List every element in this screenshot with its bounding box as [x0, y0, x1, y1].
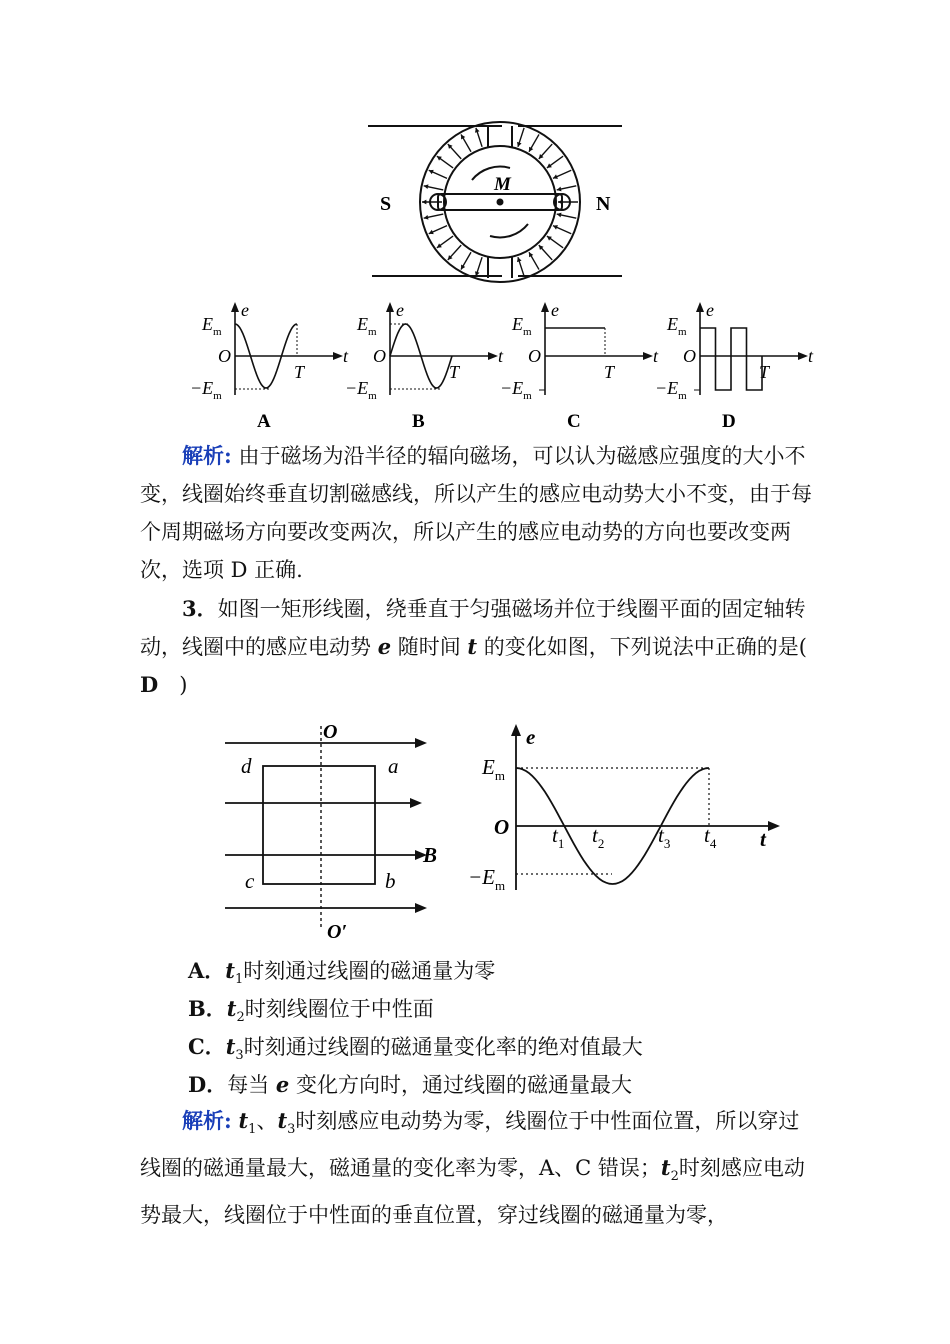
svg-text:D: D	[722, 411, 736, 432]
svg-text:B: B	[412, 411, 425, 432]
svg-text:t2: $t_2$	[592, 823, 605, 851]
svg-text:O: O	[494, 815, 510, 839]
s-pole: S	[380, 193, 392, 215]
graph-C	[500, 300, 659, 432]
option-d: D．每当 e 变化方向时，通过线圈的磁通量最大	[188, 1072, 632, 1097]
coil-figure	[215, 718, 450, 943]
graph-A	[190, 300, 349, 432]
svg-text:T: T	[294, 362, 305, 382]
option-b: B．$t_2$时刻线圈位于中性面	[188, 996, 434, 1026]
svg-text:t1: $t_1$	[552, 823, 565, 851]
svg-text:t: t	[498, 346, 504, 366]
svg-text:O′: O′	[327, 921, 348, 943]
analysis-2: 解析: $t_1$、$t_3$时刻感应电动势为零，线圈位于中性面位置，所以穿过线圈的磁通量最大，磁通量的变化率为零，A、C 错误；$t_2$时刻感应电动势最大，线圈位于中性面的垂直位置，穿过线圈的磁通量为零，	[140, 1108, 805, 1228]
svg-text:e: e	[526, 725, 536, 749]
svg-text:T: T	[449, 362, 460, 382]
svg-text:e: e	[706, 300, 714, 320]
svg-text:A: A	[257, 411, 271, 432]
svg-text:O: O	[218, 346, 231, 366]
svg-text:O: O	[528, 346, 541, 366]
question-3: 3．如图一矩形线圈，绕垂直于匀强磁场并位于线圈平面的固定轴转动，线圈中的感应电动势 e 随时间 t 的变化如图，下列说法中正确的是( D )	[140, 596, 828, 697]
svg-text:e: e	[241, 300, 249, 320]
svg-text:e: e	[396, 300, 404, 320]
svg-text:t4: $t_4$	[704, 823, 717, 851]
analysis-label: 解析:	[182, 443, 232, 468]
motor-figure	[360, 118, 640, 288]
answer: D	[140, 672, 159, 697]
analysis-text: 由于磁场为沿半径的辐向磁场，可以认为磁感应强度的大小不变，线圈始终垂直切割磁感线，所以产生的感应电动势大小不变，由于每个周期磁场方向要改变两次，所以产生的感应电动势的方向也要改变两次，选项 D 正确.	[140, 444, 812, 582]
svg-text:Em: $E_m$	[357, 314, 377, 338]
svg-text:t3: $t_3$	[658, 823, 671, 851]
graph-B	[345, 300, 504, 432]
svg-text:d: d	[241, 754, 252, 778]
svg-text:O: O	[373, 346, 386, 366]
graph-D	[655, 300, 814, 432]
svg-text:O: O	[683, 346, 696, 366]
svg-text:t: t	[808, 346, 814, 366]
svg-text:−Em: $-E_m$	[655, 378, 687, 402]
n-pole: N	[596, 193, 611, 215]
svg-text:a: a	[388, 754, 399, 778]
svg-text:−Em: $-E_m$	[500, 378, 532, 402]
svg-text:t: t	[653, 346, 659, 366]
svg-text:e: e	[551, 300, 559, 320]
svg-text:T: T	[604, 362, 615, 382]
option-a: A．$t_1$时刻通过线圈的磁通量为零	[188, 958, 496, 988]
svg-text:Em: $E_m$	[667, 314, 687, 338]
svg-text:−Em: $-E_m$	[345, 378, 377, 402]
svg-text:−Em: $-E_m$	[190, 378, 222, 402]
svg-text:Em: $E_m$	[202, 314, 222, 338]
wave-figure	[462, 722, 792, 897]
axis-m: M	[494, 174, 511, 195]
svg-text:C: C	[567, 411, 581, 432]
svg-text:−Em: $-E_m$	[468, 865, 506, 893]
svg-text:Em: $E_m$	[512, 314, 532, 338]
svg-text:T: T	[759, 362, 770, 382]
svg-text:t: t	[343, 346, 349, 366]
svg-text:B: B	[423, 843, 438, 867]
option-graphs	[180, 300, 820, 435]
option-c: C．$t_3$时刻通过线圈的磁通量变化率的绝对值最大	[188, 1034, 643, 1064]
svg-text:O: O	[323, 721, 338, 743]
svg-text:b: b	[385, 869, 396, 893]
analysis-1	[140, 437, 820, 589]
svg-text:t: t	[760, 827, 766, 851]
svg-text:c: c	[245, 869, 255, 893]
svg-text:Em: $E_m$	[482, 755, 505, 783]
